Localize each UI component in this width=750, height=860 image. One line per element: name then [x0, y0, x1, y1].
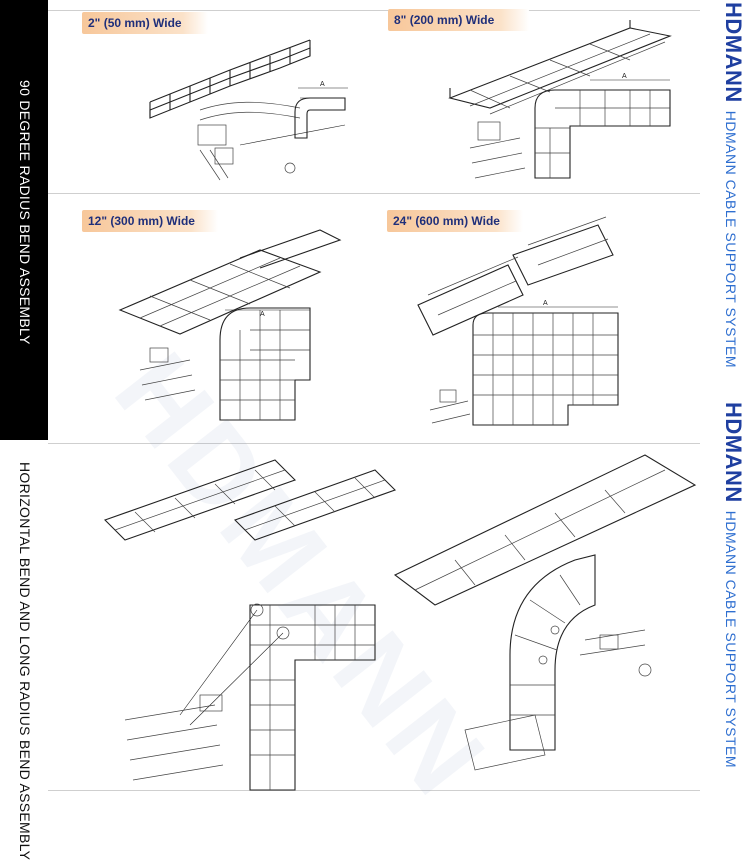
tray-long-straight: [395, 455, 695, 605]
clamp-detail-12in: [140, 348, 195, 400]
brand-tagline-2: HDMANN CABLE SUPPORT SYSTEM: [723, 510, 739, 769]
dimension-a-12in: A: [260, 311, 265, 318]
label-12in-wide: 12" (300 mm) Wide: [82, 210, 218, 232]
divider-top: [48, 10, 700, 11]
clamp-detail-long-radius: [465, 630, 651, 770]
label-2in-wide: 2" (50 mm) Wide: [82, 12, 208, 34]
tray-24in: [418, 217, 613, 335]
brand-logo-2: HDMANN: [721, 402, 746, 503]
figure-horizontal-bend: [105, 460, 395, 790]
brand-tagline-1: HDMANN CABLE SUPPORT SYSTEM: [723, 110, 739, 369]
divider-bottom: [48, 790, 700, 791]
figure-long-radius-bend: [395, 455, 700, 790]
tray-2in: [150, 40, 310, 118]
bend-grid-horizontal: [180, 604, 375, 790]
watermark: HDMANN: [91, 331, 512, 821]
tray-12in: [120, 230, 340, 334]
bend-grid-24in: [473, 300, 618, 425]
brand-logo-1: HDMANN: [721, 2, 746, 103]
brand-block-2: [720, 402, 746, 768]
tray-8in: [450, 20, 670, 114]
sidebar-top-title: 90 DEGREE RADIUS BEND ASSEMBLY: [17, 80, 33, 345]
dimension-a-2in: A: [320, 81, 325, 88]
divider-1: [48, 193, 700, 194]
divider-2: [48, 443, 700, 444]
clamp-detail-8in: [470, 122, 525, 178]
tray-horizontal-b: [235, 470, 395, 540]
pointer-line: [240, 125, 345, 145]
clamp-detail-24in: [430, 390, 470, 423]
left-sidebar: [0, 0, 48, 860]
clamp-detail-horizontal: [125, 695, 223, 780]
dimension-a-24in: A: [543, 300, 548, 307]
figure-8in-assembly: [450, 28, 700, 188]
brand-band: [700, 0, 750, 800]
figure-12in-assembly: [110, 230, 340, 440]
label-24in-wide: 24" (600 mm) Wide: [387, 210, 523, 232]
brand-block-1: [720, 2, 746, 368]
clamp-detail-2in: [198, 102, 300, 180]
bend-grid-8in: [535, 73, 670, 178]
figure-24in-assembly: [418, 225, 678, 435]
label-8in-wide: 8" (200 mm) Wide: [388, 9, 529, 31]
tray-long-radius: [510, 555, 595, 750]
tray-horizontal-a: [105, 460, 295, 540]
figure-2in-assembly: [140, 30, 390, 190]
dimension-a-8in: A: [622, 73, 627, 80]
bend-grid-12in: [220, 308, 310, 420]
sidebar-bottom-title: HORIZONTAL BEND AND LONG RADIUS BEND ASSEMBLY: [17, 462, 33, 860]
